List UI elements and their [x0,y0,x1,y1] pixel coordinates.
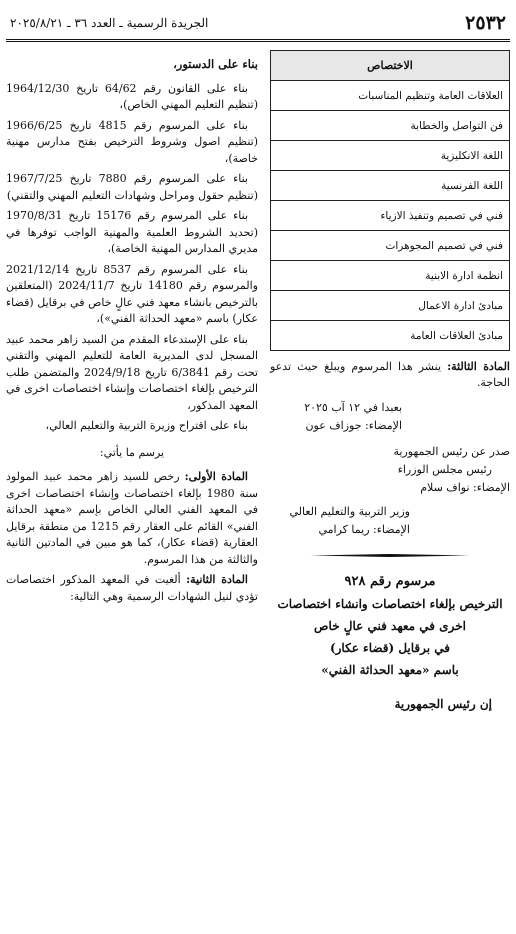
table-cell: انظمة ادارة الابنية [271,261,510,291]
table-cell: فني في تصميم المجوهرات [271,231,510,261]
article-2 [6,572,258,605]
table-cell: مبادئ العلاقات العامة [271,321,510,351]
specialties-table [270,50,510,351]
minister-title: وزير التربية والتعليم العالي [289,505,410,518]
table-row [271,141,510,171]
decree-number: مرسوم رقم ٩٢٨ [344,574,436,589]
table-row [271,81,510,111]
separator-line [310,554,470,557]
signature-block [270,399,510,539]
journal-title: الجريدة الرسمية ـ العدد ٣٦ ـ ٢٠٢٥/٨/٢١ [10,16,209,30]
article-2-label: المادة الثانية: [186,573,248,586]
pm-signature: الإمضاء: نواف سلام [420,481,510,494]
page-number: ٢٥٣٢ [465,12,506,34]
article-3-text: ينشر هذا المرسوم ويبلغ حيث تدعو الحاجة. [270,360,510,389]
table-row [271,171,510,201]
minister-signature: الإمضاء: ريما كرامي [318,523,410,536]
article-3-label: المادة الثالثة: [447,360,510,373]
decree-928-heading [270,571,510,681]
table-cell: اللغة الانكليزية [271,141,510,171]
decree-subject-line: الترخيص بإلغاء اختصاصات وانشاء اختصاصات [277,597,503,611]
article-1-text: رخص للسيد زاهر محمد عبيد المولود سنة 1980 بإلغاء اختصاصات وإنشاء اختصاصات اخرى في المعهد الفني العالي الخاص بإسم «معهد الحداثة الفني» القائم على العقار رقم 1215 من منطقة برقايل العقارية (قضاء عكار)، كما هو مبين في المادتين الثانية والثالثة من هذا المرسوم. [6,470,258,566]
table-header: الاختصاص [271,51,510,81]
decree-intro: يرسم ما يأتي: [99,445,165,459]
header-divider [6,39,510,42]
section-separator [270,545,510,565]
table-cell: فن التواصل والخطابة [271,111,510,141]
preamble-paragraph: بناء على المرسوم رقم 7880 تاريخ 1967/7/25 (تنظيم حقول ومراحل وشهادات التعليم المهني والتقني) [6,172,258,202]
table-row [271,231,510,261]
issued-by: صدر عن رئيس الجمهورية [393,445,510,458]
preamble-paragraph: بناء على اقتراح وزيرة التربية والتعليم العالي، [45,419,248,432]
table-row [271,261,510,291]
table-cell: فني في تصميم وتنفيذ الازياء [271,201,510,231]
president-signature: الإمضاء: جوزاف عون [305,419,402,432]
preamble-paragraph: بناء على القانون رقم 64/62 تاريخ 1964/12/30 (تنظيم التعليم المهني الخاص)، [6,81,258,111]
pm-title: رئيس مجلس الوزراء [397,463,492,476]
decree-issuer: إن رئيس الجمهورية [394,697,492,711]
decree-subject-line: في برقايل (قضاء عكار) [329,641,451,655]
preamble-heading: بناء على الدستور، [173,57,258,71]
table-cell: مبادئ ادارة الاعمال [271,291,510,321]
article-2-text: ألغيت في المعهد المذكور اختصاصات تؤدي لنيل الشهادات الرسمية وهي التالية: [6,573,258,603]
left-column [6,52,258,609]
preamble-paragraph: بناء على المرسوم رقم 15176 تاريخ 1970/8/31 (تحديد الشروط العلمية والمهنية الواجب توفرها في مديري المدارس المهنية الخاصة)، [6,209,258,255]
table-row [271,201,510,231]
article-3 [270,359,510,391]
table-row [271,111,510,141]
table-row [271,321,510,351]
preamble-paragraph: بناء على الإستدعاء المقدم من السيد زاهر محمد عبيد المسجل لدى المديرية العامة للتعليم المهني والتقني تحت رقم 6/3841 تاريخ 2024/9/18 والمتضمن طلب الترخيص بإلغاء اختصاصات وإنشاء اختصاصات اخرى في المعهد المذكور، [6,332,258,412]
decree-subject-line: اخرى في معهد فني عالٍ خاص [314,619,466,633]
preamble-paragraph: بناء على المرسوم رقم 4815 تاريخ 1966/6/25 (تنظيم اصول وشروط الترخيص بفتح مدارس مهنية خاصة)، [6,118,258,165]
preamble-paragraph: بناء على المرسوم رقم 8537 تاريخ 2021/12/14 والمرسوم رقم 14180 تاريخ 2024/11/7 (المتعلقين بالترخيص بانشاء معهد فني عالٍ خاص في برقايل (قضاء عكار) باسم «معهد الحداثة الفني»)، [6,262,258,325]
decree-date: بعبدا في ١٢ آب ٢٠٢٥ [304,401,402,414]
right-column [270,50,510,711]
page-header [6,10,510,40]
table-cell: العلاقات العامة وتنظيم المناسبات [271,81,510,111]
decree-subject-line: باسم «معهد الحداثة الفني» [321,663,459,677]
table-row [271,291,510,321]
article-1-label: المادة الأولى: [184,470,248,483]
table-cell: اللغة الفرنسية [271,171,510,201]
article-1 [6,469,258,568]
